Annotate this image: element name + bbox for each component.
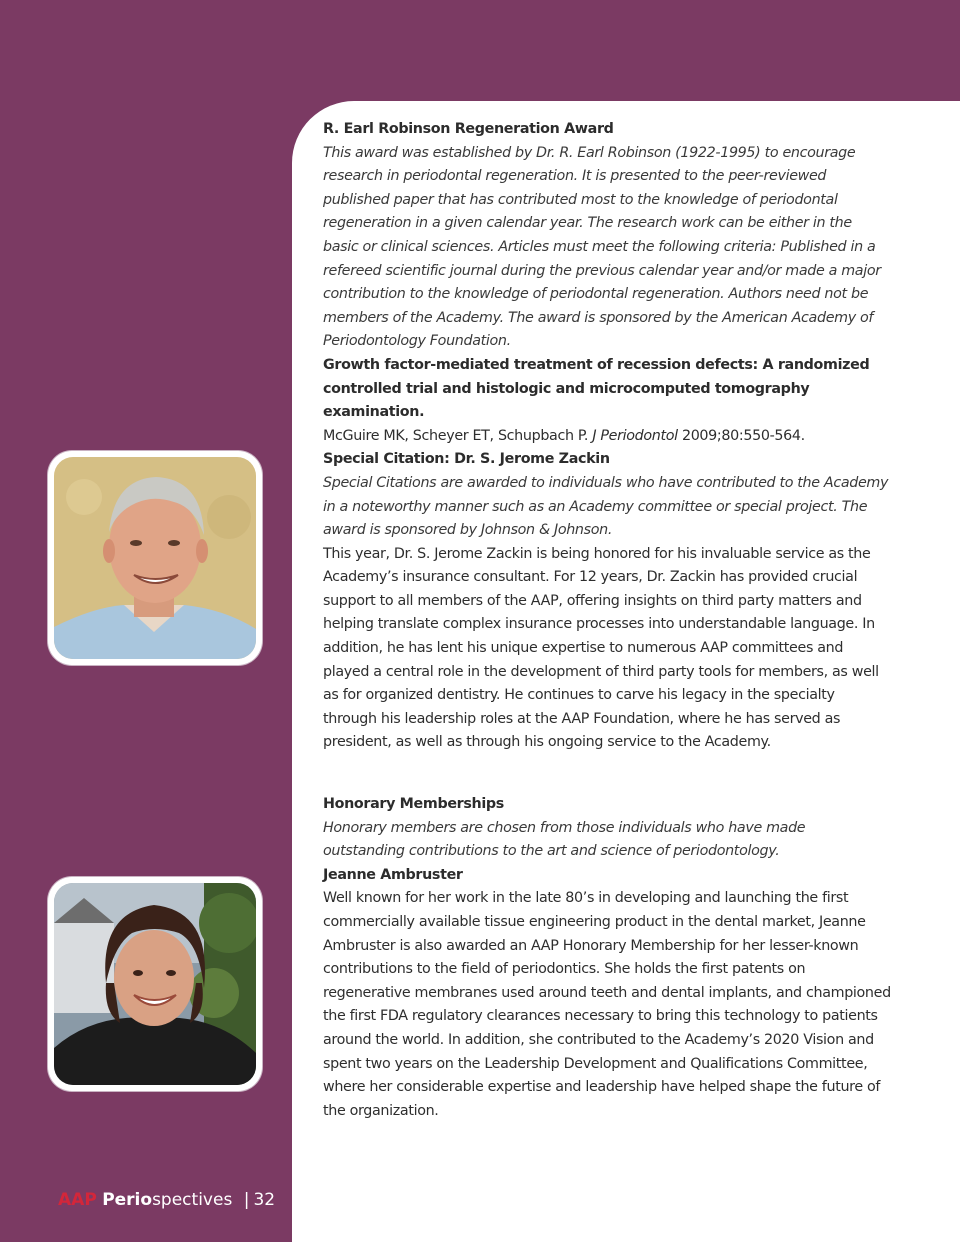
member-name: Jeanne Ambruster — [323, 866, 463, 883]
brand-aap: AAP — [58, 1190, 97, 1210]
citation-details: 2009;80:550-564. — [677, 427, 805, 444]
portrait-image-woman-icon — [54, 883, 256, 1085]
paper-citation — [323, 425, 891, 449]
special-citation-body: This year, Dr. S. Jerome Zackin is being honored for his invaluable service as the Academy’s insurance consultant. For 12 years, Dr. Zackin has provided crucial support to all members of the AAP, offering insights on third party matters and helping translate complex insurance processes into understandable language. In addition, he has lent his unique expertise to numerous AAP committees and played a central role in the development of third party tools for members, as well as for organized dentistry. He continues to carve his legacy in the specialty through his leadership roles at the AAP Foundation, where he has served as president, as well as through his ongoing service to the Academy. — [323, 545, 879, 751]
portrait-image-man-icon — [54, 457, 256, 659]
citation-authors: McGuire MK, Scheyer ET, Schupbach P. — [323, 427, 593, 444]
portrait-photo-zackin — [48, 451, 262, 665]
honorary-title: Honorary Memberships — [323, 796, 504, 813]
portrait-photo-ambruster — [48, 877, 262, 1091]
article-content — [323, 118, 891, 1123]
award-description: This award was established by Dr. R. Earl Robinson (1922-1995) to encourage research in periodontal regeneration. It is presented to the peer-reviewed published paper that has contributed most to the knowledge of periodontal regeneration in a given calendar year. The research work can be either in the basic or clinical sciences. Articles must meet the following criteria: Published in a refereed scientific journal during the previous calendar year and/or made a major contribution to the knowledge of periodontal regeneration. Authors need not be members of the Academy. The award is sponsored by the American Academy of Periodontology Foundation. — [323, 144, 881, 350]
special-citation-description: Special Citations are awarded to individuals who have contributed to the Academy in a noteworthy manner such as an Academy committee or special project. The award is sponsored by Johnson & Johnson. — [323, 474, 889, 539]
paper-title: Growth factor-mediated treatment of recession defects: A randomized controlled trial and histologic and microcomputed tomography examination. — [323, 356, 870, 421]
footer-separator: | — [243, 1190, 250, 1210]
page-number: 32 — [253, 1190, 276, 1210]
award-title: R. Earl Robinson Regeneration Award — [323, 121, 614, 137]
member-body: Well known for her work in the late 80’s in developing and launching the first commercially available tissue engineering product in the dental market, Jeanne Ambruster is also awarded an AAP Honorary Membership for her lesser-known contributions to the field of periodontics. She holds the first patents on regenerative membranes used around teeth and dental implants, and championed the first FDA regulatory clearances necessary to bring this technology to patients around the world. In addition, she contributed to the Academy’s 2020 Vision and spent two years on the Leadership Development and Qualifications Committee, where her considerable expertise and leadership have helped shape the future of the organization. — [323, 890, 891, 1119]
honorary-description: Honorary members are chosen from those individuals who have made outstanding contributions to the art and science of periodontology. — [323, 819, 806, 860]
section-spacer — [323, 755, 891, 793]
citation-journal: J Periodontol — [592, 427, 678, 444]
brand-rest: spectives — [152, 1190, 233, 1210]
special-citation-title: Special Citation: Dr. S. Jerome Zackin — [323, 451, 610, 468]
brand-perio: Perio — [102, 1190, 153, 1210]
page-footer — [58, 1190, 275, 1210]
